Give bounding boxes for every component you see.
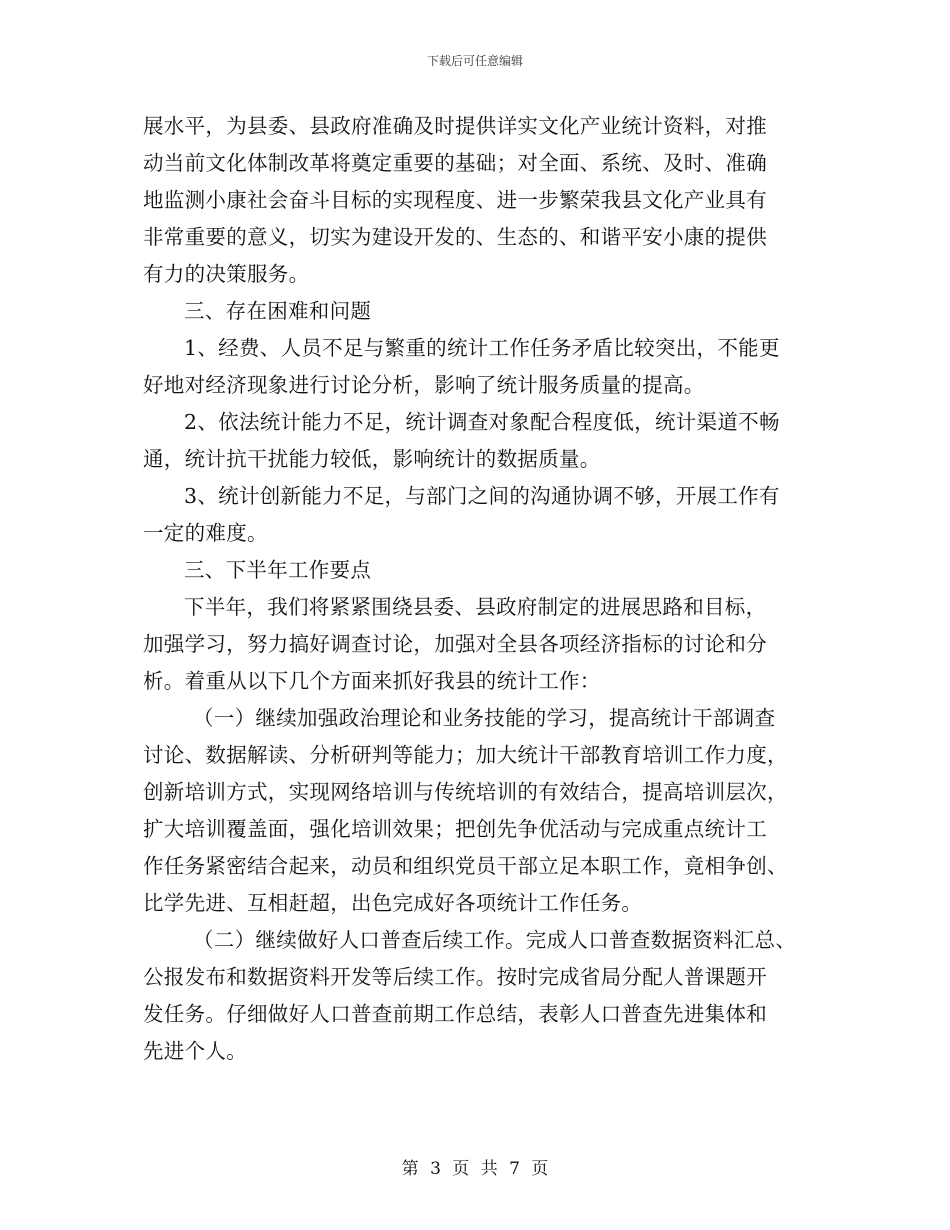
text-line: 3、统计创新能力不足，与部门之间的沟通协调不够，开展工作有 bbox=[184, 484, 780, 508]
text-line: 展水平，为县委、县政府准确及时提供详实文化产业统计资料，对推 bbox=[143, 114, 767, 138]
text-line: （一）继续加强政治理论和业务技能的学习，提高统计干部调查 bbox=[193, 706, 776, 730]
section-heading: 三、存在困难和问题 bbox=[184, 299, 372, 323]
text-line: 好地对经济现象进行讨论分析，影响了统计服务质量的提高。 bbox=[143, 373, 705, 397]
document-body bbox=[143, 108, 808, 1070]
text-line: 讨论、数据解读、分析研判等能力；加大统计干部教育培训工作力度， bbox=[143, 743, 788, 767]
text-line: 1、经费、人员不足与繁重的统计工作任务矛盾比较突出，不能更 bbox=[184, 336, 780, 360]
text-line: 发任务。仔细做好人口普查前期工作总结，表彰人口普查先进集体和 bbox=[143, 1002, 767, 1026]
text-line: 一定的难度。 bbox=[143, 521, 268, 545]
text-line: 先进个人。 bbox=[143, 1039, 247, 1063]
text-line: 扩大培训覆盖面，强化培训效果；把创先争优活动与完成重点统计工 bbox=[143, 817, 767, 841]
text-line: 加强学习，努力搞好调查讨论，加强对全县各项经济指标的讨论和分 bbox=[143, 632, 767, 656]
text-line: 比学先进、互相赶超，出色完成好各项统计工作任务。 bbox=[143, 891, 643, 915]
text-line: 动当前文化体制改革将奠定重要的基础；对全面、系统、及时、准确 bbox=[143, 151, 767, 175]
text-line: 有力的决策服务。 bbox=[143, 262, 310, 286]
text-line: （二）继续做好人口普查后续工作。完成人口普查数据资料汇总、 bbox=[193, 928, 797, 952]
text-line: 通，统计抗干扰能力较低，影响统计的数据质量。 bbox=[143, 447, 601, 471]
text-line: 创新培训方式，实现网络培训与传统培训的有效结合，提高培训层次， bbox=[143, 780, 788, 804]
page-number: 第 3 页 共 7 页 bbox=[401, 1159, 549, 1179]
text-line: 非常重要的意义，切实为建设开发的、生态的、和谐平安小康的提供 bbox=[143, 225, 767, 249]
section-heading: 三、下半年工作要点 bbox=[184, 558, 372, 582]
text-line: 作任务紧密结合起来，动员和组织党员干部立足本职工作，竟相争创、 bbox=[143, 854, 788, 878]
text-line: 析。着重从以下几个方面来抓好我县的统计工作： bbox=[143, 669, 601, 693]
text-line: 公报发布和数据资料开发等后续工作。按时完成省局分配人普课题开 bbox=[143, 965, 767, 989]
text-line: 下半年，我们将紧紧围绕县委、县政府制定的进展思路和目标， bbox=[184, 595, 767, 619]
text-line: 地监测小康社会奋斗目标的实现程度、进一步繁荣我县文化产业具有 bbox=[143, 188, 767, 212]
page-header-note: 下载后可任意编辑 bbox=[426, 54, 523, 68]
text-line: 2、依法统计能力不足，统计调查对象配合程度低，统计渠道不畅 bbox=[184, 410, 780, 434]
